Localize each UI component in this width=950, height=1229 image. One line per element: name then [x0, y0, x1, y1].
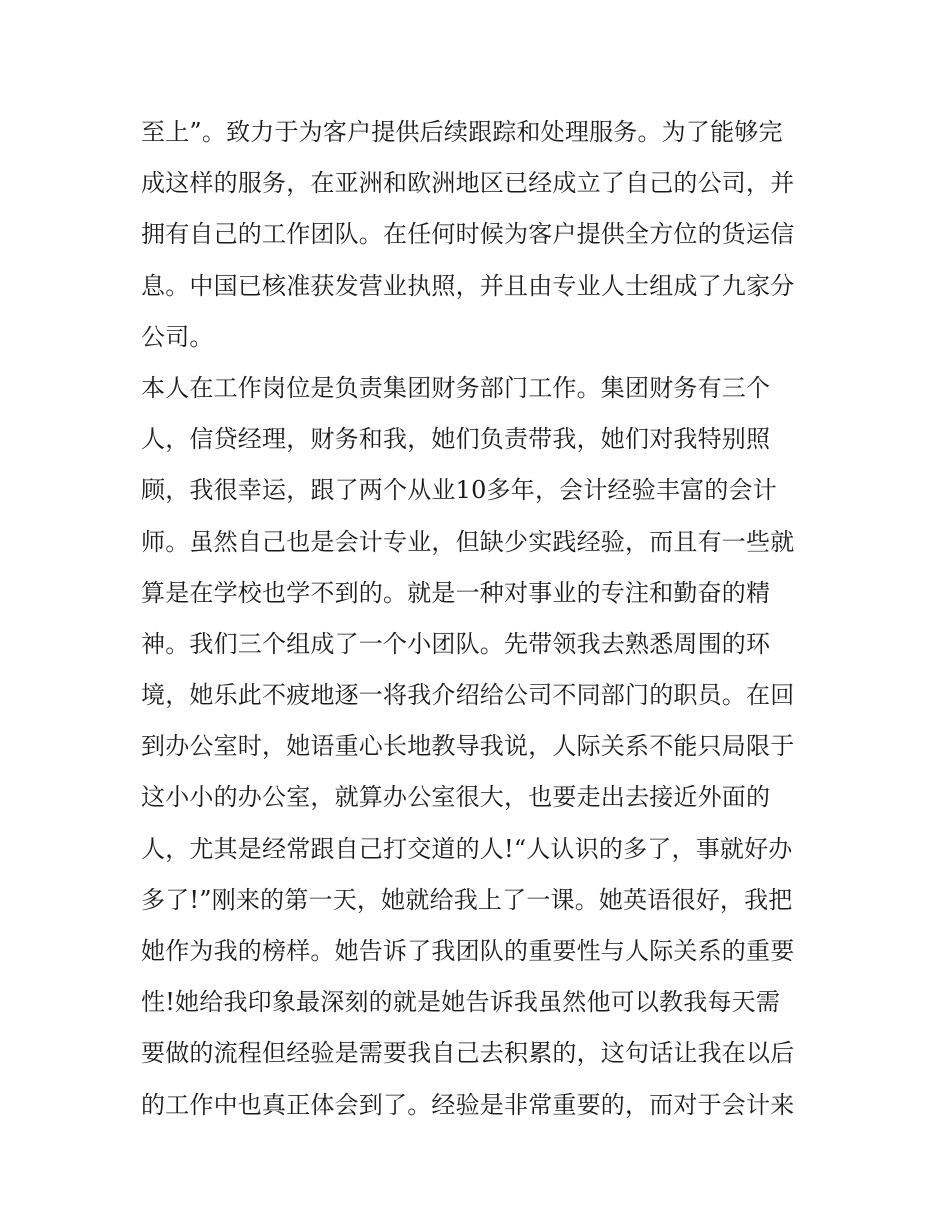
- text-line: 人，尤其是经常跟自己打交道的人!“人认识的多了，事就好办: [141, 834, 793, 863]
- text-line: 顾，我很幸运，跟了两个从业10多年，会计经验丰富的会计: [141, 476, 777, 505]
- text-line: 算是在学校也学不到的。就是一种对事业的专注和勤奋的精: [141, 578, 771, 607]
- text-line: 公司。: [141, 322, 214, 351]
- text-line: 拥有自己的工作团队。在任何时候为客户提供全方位的货运信: [141, 220, 795, 249]
- text-line: 师。虽然自己也是会计专业，但缺少实践经验，而且有一些就: [141, 527, 795, 556]
- text-line: 成这样的服务，在亚洲和欧洲地区已经成立了自己的公司，并: [141, 169, 795, 198]
- text-line: 性!她给我印象最深刻的就是她告诉我虽然他可以教我每天需: [141, 988, 781, 1017]
- text-line: 的工作中也真正体会到了。经验是非常重要的，而对于会计来: [141, 1090, 795, 1119]
- text-line: 多了!”刚来的第一天，她就给我上了一课。她英语很好，我把: [141, 885, 793, 914]
- text-line: 神。我们三个组成了一个小团队。先带领我去熟悉周围的环: [141, 629, 771, 658]
- text-line: 境，她乐此不疲地逐一将我介绍给公司不同部门的职员。在回: [141, 681, 795, 710]
- document-body: [141, 107, 821, 1131]
- text-line: 人，信贷经理，财务和我，她们负责带我，她们对我特别照: [141, 425, 771, 454]
- text-line: 到办公室时，她语重心长地教导我说，人际关系不能只局限于: [141, 732, 795, 761]
- text-line: 至上”。致力于为客户提供后续跟踪和处理服务。为了能够完: [141, 118, 783, 146]
- text-line: 这小小的办公室，就算办公室很大，也要走出去接近外面的: [141, 783, 771, 812]
- text-line: 本人在工作岗位是负责集团财务部门工作。集团财务有三个: [141, 373, 771, 402]
- text-line: 要做的流程但经验是需要我自己去积累的，这句话让我在以后: [141, 1039, 795, 1068]
- text-line: 她作为我的榜样。她告诉了我团队的重要性与人际关系的重要: [141, 937, 795, 965]
- text-line: 息。中国已核准获发营业执照，并且由专业人士组成了九家分: [141, 271, 795, 300]
